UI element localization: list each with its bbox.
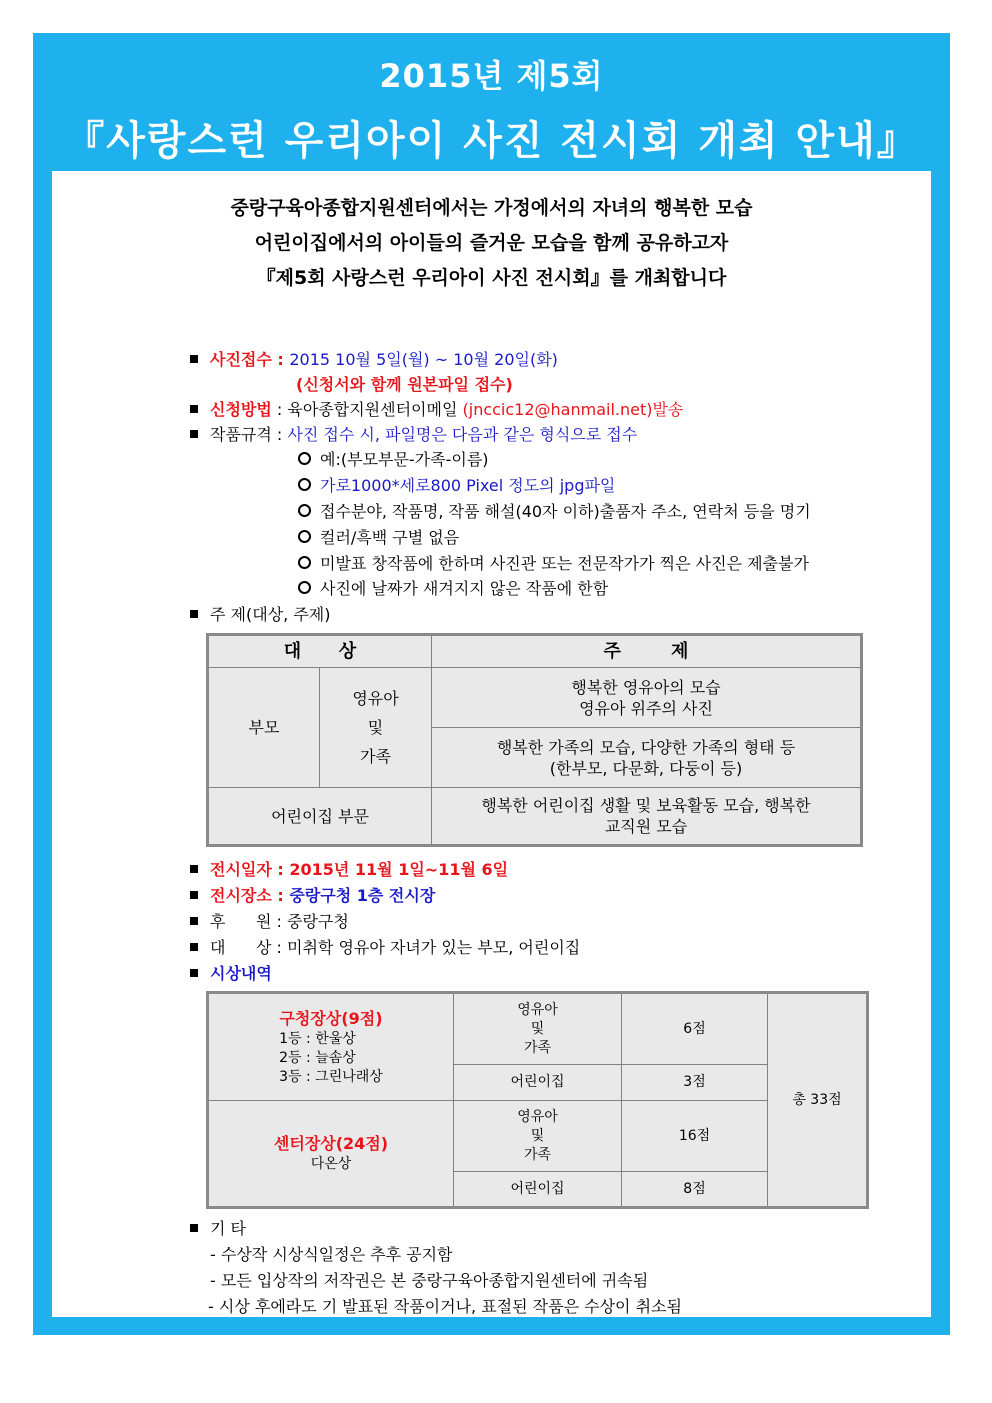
table-header-target: 대 상 — [208, 635, 432, 668]
blue-frame — [33, 33, 950, 1335]
theme-label: 주 제(대상, 주제) — [210, 605, 331, 624]
award-count: 8점 — [622, 1172, 768, 1208]
method-sep: : 육아종합지원센터이메일 — [271, 400, 463, 419]
reception-line — [190, 347, 558, 370]
spec-item — [298, 576, 608, 599]
spec-item-text: 접수분야, 작품명, 작품 해설(40자 이하)출품자 주소, 연락처 등을 명기 — [320, 502, 811, 521]
theme-line — [190, 602, 330, 625]
target-daycare: 어린이집 부문 — [208, 788, 432, 846]
target-infant-family — [320, 668, 432, 788]
exhibit-place-value: 중랑구청 1층 전시장 — [289, 886, 436, 905]
bullet-square-icon — [190, 917, 198, 925]
bullet-square-icon — [190, 610, 198, 618]
spec-item-text: 예:(부모부문-가족-이름) — [320, 450, 489, 469]
exhibit-place-line — [190, 883, 435, 906]
reception-note: (신청서와 함께 원본파일 접수) — [296, 375, 513, 394]
bullet-square-icon — [190, 1224, 198, 1232]
etc-item: - 모든 입상작의 저작권은 본 중랑구육아종합지원센터에 귀속됨 — [210, 1271, 649, 1290]
spec-item-text: 컬러/흑백 구별 없음 — [320, 528, 460, 547]
spec-item — [298, 551, 809, 574]
award-category — [454, 1101, 622, 1172]
circle-bullet-icon — [298, 478, 311, 491]
cell-line: (한부모, 다문화, 다둥이 등) — [549, 758, 743, 778]
exhibit-date-line — [190, 857, 508, 880]
cell-line: 가족 — [523, 1039, 552, 1056]
award-count: 6점 — [622, 993, 768, 1065]
reception-label: 사진접수 : — [210, 350, 290, 369]
intro-line: 중랑구육아종합지원센터에서는 가정에서의 자녀의 행복한 모습 — [230, 197, 753, 219]
award-count: 3점 — [622, 1065, 768, 1101]
target-text: 대 상 : 미취학 영유아 자녀가 있는 부모, 어린이집 — [210, 938, 581, 957]
page-title: 『사랑스런 우리아이 사진 전시회 개최 안내』 — [64, 118, 919, 164]
method-line — [190, 397, 683, 420]
target-line — [190, 935, 580, 958]
reception-value: 2015 10월 5일(월) ~ 10월 20일(화) — [289, 350, 558, 369]
spec-item — [298, 499, 811, 522]
award-total: 총 33점 — [768, 993, 868, 1208]
cell-line: 영유아 — [517, 1001, 558, 1018]
awards-table — [206, 991, 869, 1209]
target-parent: 부모 — [208, 668, 320, 788]
spec-item — [298, 525, 459, 548]
award-count: 16점 — [622, 1101, 768, 1172]
circle-bullet-icon — [298, 581, 311, 594]
award-category: 어린이집 — [454, 1172, 622, 1208]
spec-item — [298, 473, 615, 496]
circle-bullet-icon — [298, 452, 311, 465]
award-lines — [279, 1030, 383, 1087]
bullet-square-icon — [190, 355, 198, 363]
bullet-square-icon — [190, 943, 198, 951]
method-label: 신청방법 — [210, 400, 272, 419]
award-line: 3등 : 그린나래상 — [279, 1068, 383, 1085]
cell-line: 가족 — [360, 747, 391, 766]
circle-bullet-icon — [298, 556, 311, 569]
bullet-square-icon — [190, 865, 198, 873]
award-category — [454, 993, 622, 1065]
spec-item — [298, 447, 489, 470]
cell-line: 행복한 어린이집 생활 및 보육활동 모습, 행복한 — [481, 796, 811, 815]
table-header-theme: 주 제 — [432, 635, 862, 668]
cell-line: 영유아 — [517, 1108, 558, 1125]
cell-line: 행복한 영유아의 모습 — [571, 677, 721, 697]
theme-cell — [432, 788, 862, 846]
intro-text — [52, 191, 931, 296]
awards-label: 시상내역 — [210, 964, 272, 983]
etc-line — [190, 1216, 246, 1239]
method-value: (jnccic12@hanmail.net)발송 — [462, 400, 684, 419]
awards-line — [190, 961, 272, 984]
award-gu — [208, 993, 454, 1101]
theme-cell — [432, 668, 862, 728]
exhibit-date: 전시일자 : 2015년 11월 1일~11월 6일 — [210, 860, 509, 879]
theme-table — [206, 633, 863, 847]
award-center — [208, 1101, 454, 1208]
award-line: 2등 : 늘솜상 — [279, 1049, 356, 1066]
bullet-square-icon — [190, 430, 198, 438]
bullet-square-icon — [190, 405, 198, 413]
etc-item: - 수상작 시상식일정은 추후 공지함 — [210, 1245, 453, 1264]
bullet-square-icon — [190, 891, 198, 899]
sponsor-line — [190, 909, 349, 932]
cell-line: 및 — [530, 1020, 545, 1037]
intro-line: 『제5회 사랑스런 우리아이 사진 전시회』를 개최합니다 — [256, 267, 727, 289]
etc-label: 기 타 — [210, 1219, 246, 1238]
content-panel — [52, 171, 931, 1317]
cell-line: 및 — [530, 1127, 545, 1144]
theme-cell — [432, 728, 862, 788]
spec-label: 작품규격 : — [210, 425, 288, 444]
spec-item-text: 가로1000*세로800 Pixel 정도의 jpg파일 — [320, 476, 616, 495]
title-year: 2015년 제5회 — [379, 57, 604, 95]
award-title: 센터장상(24점) — [273, 1134, 389, 1153]
award-title: 구청장상(9점) — [279, 1008, 383, 1028]
cell-line: 가족 — [523, 1146, 552, 1163]
spec-value: 사진 접수 시, 파일명은 다음과 같은 형식으로 접수 — [287, 425, 638, 444]
spec-item-text: 사진에 날짜가 새겨지지 않은 작품에 한함 — [320, 579, 609, 598]
circle-bullet-icon — [298, 504, 311, 517]
etc-item: - 시상 후에라도 기 발표된 작품이거나, 표절된 작품은 수상이 취소됨 — [208, 1297, 682, 1316]
cell-line: 영유아 — [352, 689, 399, 708]
spec-line — [190, 422, 637, 445]
cell-line: 교직원 모습 — [604, 817, 688, 836]
sponsor-text: 후 원 : 중랑구청 — [210, 912, 349, 931]
cell-line: 행복한 가족의 모습, 다양한 가족의 형태 등 — [496, 737, 796, 757]
cell-line: 및 — [367, 718, 384, 737]
intro-line: 어린이집에서의 아이들의 즐거운 모습을 함께 공유하고자 — [254, 232, 729, 254]
circle-bullet-icon — [298, 530, 311, 543]
award-line: 1등 : 한울상 — [279, 1030, 356, 1047]
award-category: 어린이집 — [454, 1065, 622, 1101]
cell-line: 영유아 위주의 사진 — [579, 698, 713, 718]
spec-item-text: 미발표 창작품에 한하며 사진관 또는 전문작가가 찍은 사진은 제출불가 — [320, 554, 809, 573]
bullet-square-icon — [190, 969, 198, 977]
exhibit-place-label: 전시장소 : — [210, 886, 290, 905]
award-line: 다온상 — [310, 1156, 352, 1172]
